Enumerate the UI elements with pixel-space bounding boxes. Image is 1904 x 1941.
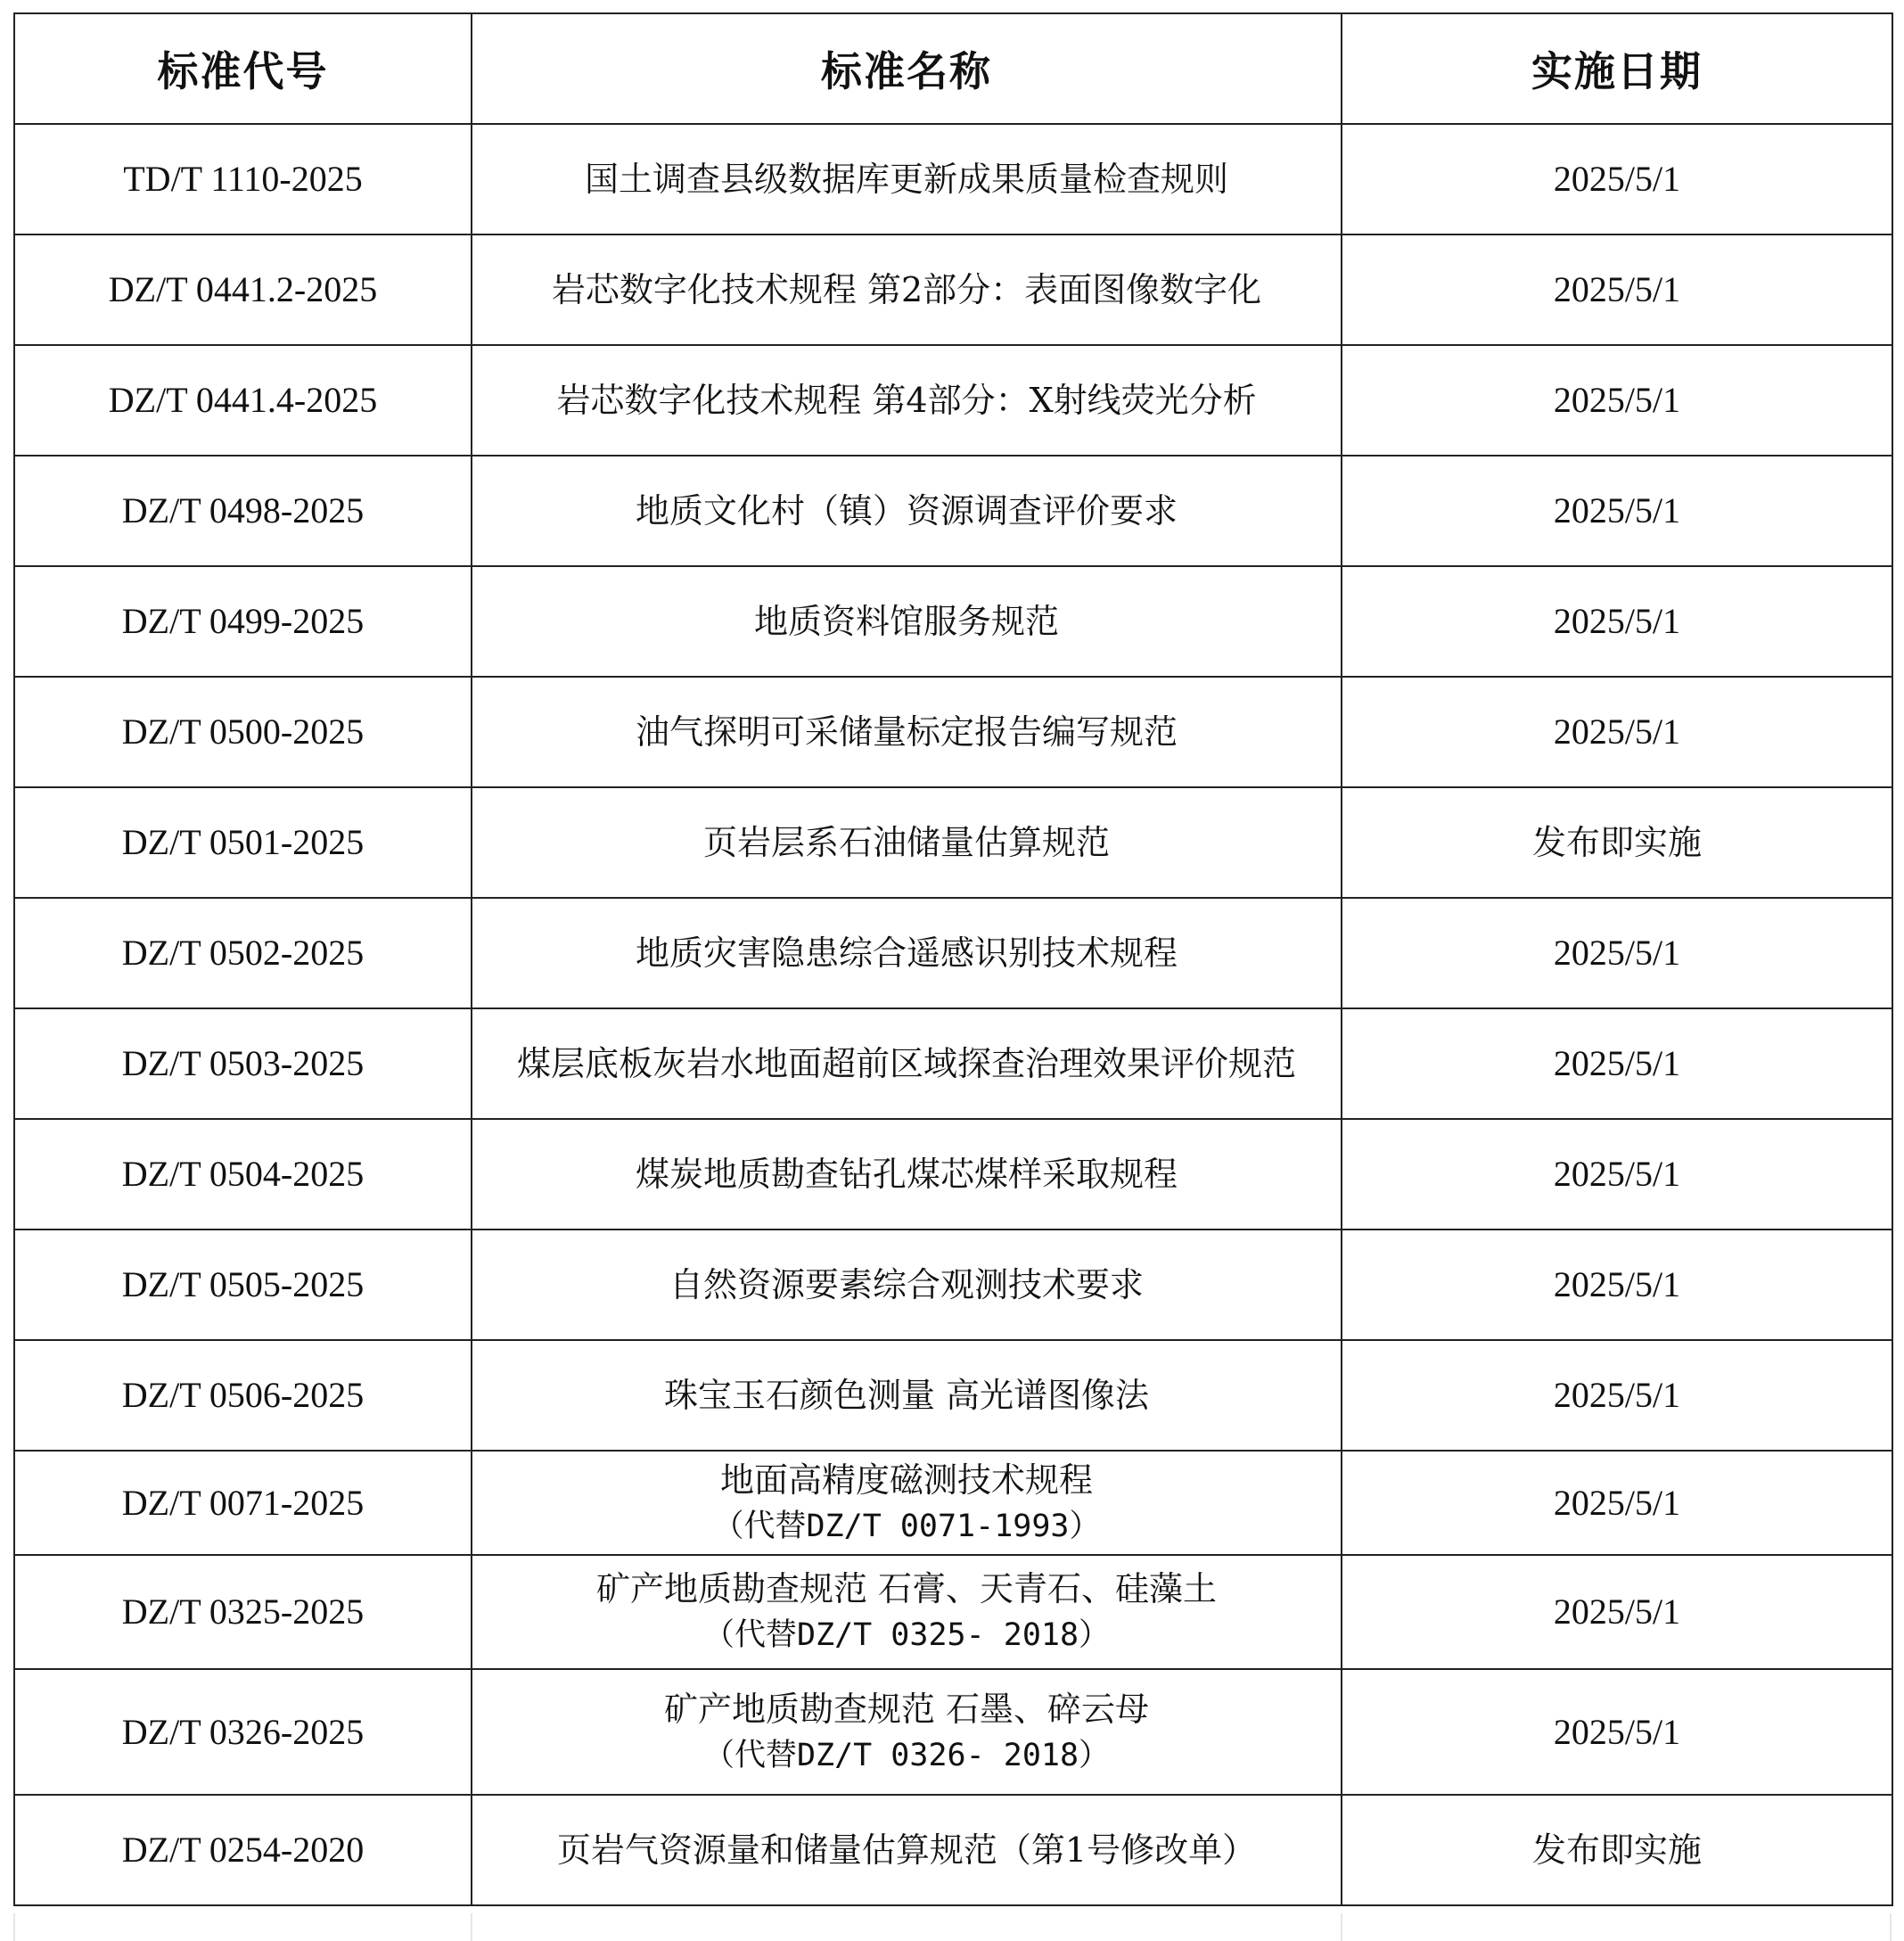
standard-name-cell: [472, 124, 1342, 234]
header-standard-name: 标准名称: [472, 13, 1342, 124]
standard-code-cell: DZ/T 0503-2025: [14, 1008, 472, 1119]
table-body: [14, 124, 1892, 1905]
implementation-date-cell: 2025/5/1: [1342, 1230, 1892, 1340]
implementation-date-cell: 2025/5/1: [1342, 1555, 1892, 1669]
standard-name: 地质文化村（镇）资源调查评价要求: [635, 491, 1178, 530]
standard-name-cell: [472, 898, 1342, 1008]
standard-code-cell: DZ/T 0498-2025: [14, 456, 472, 566]
header-standard-code: 标准代号: [14, 13, 472, 124]
standard-code-cell: DZ/T 0502-2025: [14, 898, 472, 1008]
table-row: [14, 898, 1892, 1008]
implementation-date-cell: 2025/5/1: [1342, 898, 1892, 1008]
implementation-date-cell: 2025/5/1: [1342, 566, 1892, 677]
implementation-date-cell: 2025/5/1: [1342, 1340, 1892, 1451]
standards-table: [13, 12, 1893, 1906]
implementation-date-cell: 发布即实施: [1342, 1795, 1892, 1905]
standard-name: 页岩气资源量和储量估算规范（第1号修改单）: [556, 1830, 1257, 1870]
standard-code-cell: DZ/T 0501-2025: [14, 787, 472, 898]
standard-name: 油气探明可采储量标定报告编写规范: [635, 712, 1178, 752]
standard-name: 岩芯数字化技术规程 第4部分：X射线荧光分析: [556, 381, 1257, 420]
replaces-note: （代替DZ/T 0071-1993）: [712, 1508, 1101, 1544]
standard-name: 页岩层系石油储量估算规范: [702, 823, 1110, 862]
standard-code-cell: DZ/T 0326-2025: [14, 1669, 472, 1795]
implementation-date-cell: 2025/5/1: [1342, 1451, 1892, 1555]
standard-code-cell: DZ/T 0499-2025: [14, 566, 472, 677]
table-row: [14, 1669, 1892, 1795]
standard-name-cell: [472, 1555, 1342, 1669]
implementation-date-cell: 2025/5/1: [1342, 1008, 1892, 1119]
standard-code-cell: DZ/T 0325-2025: [14, 1555, 472, 1669]
replaces-note: （代替DZ/T 0326- 2018）: [702, 1737, 1111, 1773]
standard-name-cell: [472, 1669, 1342, 1795]
table-row: [14, 1008, 1892, 1119]
implementation-date-cell: 2025/5/1: [1342, 1119, 1892, 1230]
table-header-row: [14, 13, 1892, 124]
table-row: [14, 1340, 1892, 1451]
table-row: [14, 1451, 1892, 1555]
standard-name: 煤炭地质勘查钻孔煤芯煤样采取规程: [635, 1155, 1178, 1194]
table-row: [14, 1795, 1892, 1905]
implementation-date-cell: 2025/5/1: [1342, 456, 1892, 566]
standard-code-cell: DZ/T 0441.4-2025: [14, 345, 472, 456]
standard-name-cell: [472, 1795, 1342, 1905]
standard-code-cell: DZ/T 0500-2025: [14, 677, 472, 787]
standard-name: 岩芯数字化技术规程 第2部分：表面图像数字化: [551, 270, 1262, 309]
standard-name: 煤层底板灰岩水地面超前区域探查治理效果评价规范: [516, 1044, 1296, 1083]
standard-name: 国土调查县级数据库更新成果质量检查规则: [584, 160, 1228, 199]
standard-name-cell: [472, 1230, 1342, 1340]
standard-code-cell: DZ/T 0505-2025: [14, 1230, 472, 1340]
standard-code-cell: TD/T 1110-2025: [14, 124, 472, 234]
standard-name: 地质灾害隐患综合遥感识别技术规程: [635, 933, 1178, 973]
standard-name: 自然资源要素综合观测技术要求: [669, 1265, 1144, 1304]
table-row: [14, 456, 1892, 566]
standard-name-cell: [472, 677, 1342, 787]
standard-name: 矿产地质勘查规范 石膏、天青石、硅藻土: [595, 1569, 1218, 1608]
implementation-date-cell: 2025/5/1: [1342, 345, 1892, 456]
standard-name-cell: [472, 1008, 1342, 1119]
standard-code-cell: DZ/T 0504-2025: [14, 1119, 472, 1230]
standard-code-cell: DZ/T 0506-2025: [14, 1340, 472, 1451]
table-row: [14, 234, 1892, 345]
standard-name: 矿产地质勘查规范 石墨、碎云母: [663, 1689, 1150, 1729]
implementation-date-cell: 发布即实施: [1342, 787, 1892, 898]
standard-code-cell: DZ/T 0441.2-2025: [14, 234, 472, 345]
implementation-date-cell: 2025/5/1: [1342, 234, 1892, 345]
implementation-date-cell: 2025/5/1: [1342, 677, 1892, 787]
table-row: [14, 345, 1892, 456]
standard-name-cell: [472, 234, 1342, 345]
implementation-date-cell: 2025/5/1: [1342, 124, 1892, 234]
standard-name-cell: [472, 1451, 1342, 1555]
standard-name: 地质资料馆服务规范: [753, 602, 1059, 641]
standard-code-cell: DZ/T 0071-2025: [14, 1451, 472, 1555]
table-row: [14, 787, 1892, 898]
table-row: [14, 1555, 1892, 1669]
header-implementation-date: 实施日期: [1342, 13, 1892, 124]
standard-name-cell: [472, 566, 1342, 677]
standard-name-cell: [472, 1119, 1342, 1230]
table-row: [14, 566, 1892, 677]
standard-name: 珠宝玉石颜色测量 高光谱图像法: [663, 1376, 1150, 1415]
standard-name-cell: [472, 456, 1342, 566]
table-row: [14, 1230, 1892, 1340]
standard-name-cell: [472, 345, 1342, 456]
table-row: [14, 124, 1892, 234]
standard-code-cell: DZ/T 0254-2020: [14, 1795, 472, 1905]
table-row: [14, 677, 1892, 787]
table-continuation-edge: [13, 1913, 1892, 1941]
implementation-date-cell: 2025/5/1: [1342, 1669, 1892, 1795]
replaces-note: （代替DZ/T 0325- 2018）: [702, 1617, 1111, 1653]
standard-name-cell: [472, 1340, 1342, 1451]
standard-name: 地面高精度磁测技术规程: [719, 1460, 1093, 1500]
standard-name-cell: [472, 787, 1342, 898]
table-row: [14, 1119, 1892, 1230]
